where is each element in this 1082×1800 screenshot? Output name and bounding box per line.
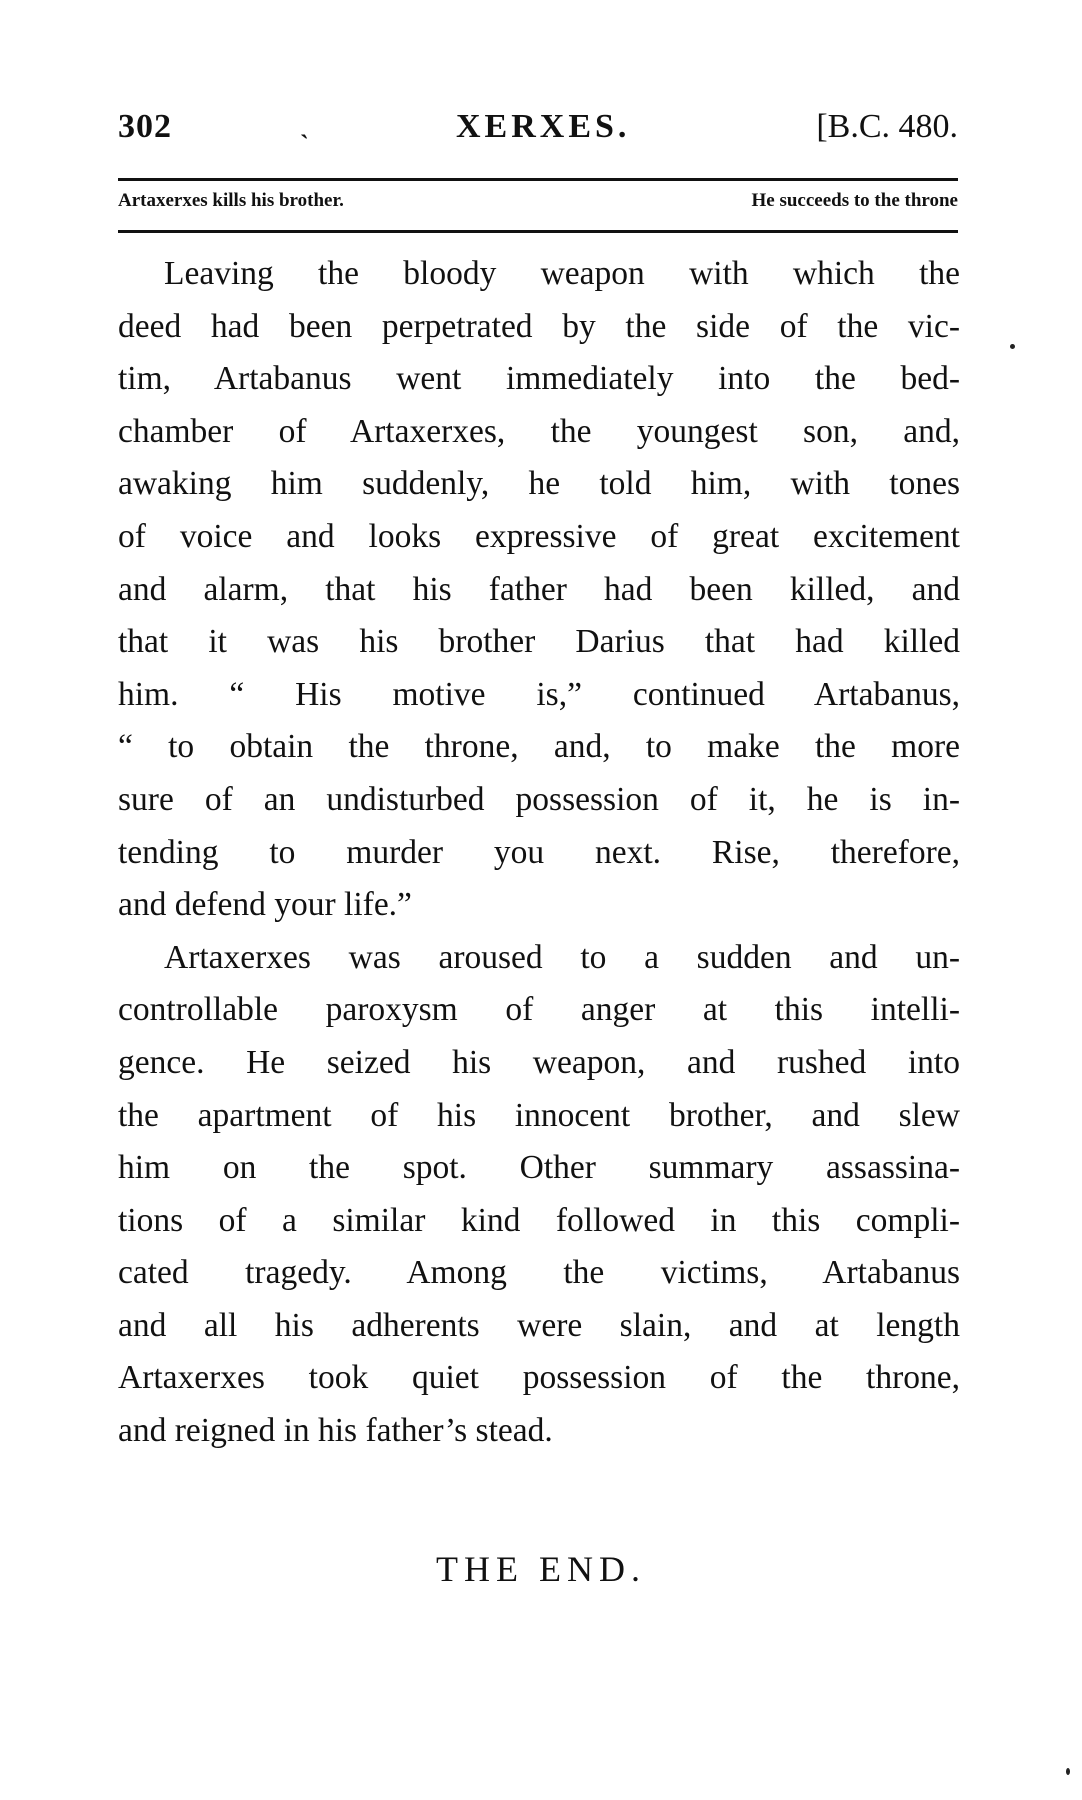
running-title: XERXES. xyxy=(456,108,631,145)
text-line: Artaxerxes was aroused to a sudden and un- xyxy=(164,938,960,976)
sidenote-row xyxy=(118,190,958,224)
text-line: deed had been perpetrated by the side of the vic- xyxy=(118,307,960,345)
header-rule-top xyxy=(118,178,958,181)
text-line: Leaving the bloody weapon with which the xyxy=(164,255,960,292)
date-label: [B.C. 480. xyxy=(816,108,958,145)
text-line: and alarm, that his father had been killed, and xyxy=(118,570,960,608)
text-line: and reigned in his father’s stead. xyxy=(118,1412,553,1450)
header-mark: ˎ xyxy=(300,110,309,140)
text-line: controllable paroxysm of anger at this intelli- xyxy=(118,991,960,1029)
text-line: of voice and looks expressive of great excitement xyxy=(118,517,960,555)
paragraph-2 xyxy=(118,932,960,1458)
text-line: “ to obtain the throne, and, to make the more xyxy=(118,728,960,766)
text-line: and defend your life.” xyxy=(118,886,412,924)
the-end: THE END. xyxy=(436,1549,646,1589)
header-rule-bottom xyxy=(118,230,958,233)
sidenote-right: He succeeds to the throne xyxy=(751,190,958,211)
paragraph-1 xyxy=(118,248,960,932)
body-text xyxy=(118,248,960,1458)
text-line: tions of a similar kind followed in this compli- xyxy=(118,1201,960,1239)
print-speck xyxy=(1066,1768,1070,1775)
text-line: and all his adherents were slain, and at length xyxy=(118,1306,960,1344)
text-line: that it was his brother Darius that had killed xyxy=(118,623,960,661)
text-line: cated tragedy. Among the victims, Artabanus xyxy=(118,1254,960,1292)
text-line: him on the spot. Other summary assassina- xyxy=(118,1149,960,1187)
text-line: the apartment of his innocent brother, and slew xyxy=(118,1096,960,1134)
text-line: Artaxerxes took quiet possession of the throne, xyxy=(118,1359,960,1397)
text-line: him. “ His motive is,” continued Artabanus, xyxy=(118,675,960,713)
text-line: chamber of Artaxerxes, the youngest son, and, xyxy=(118,412,960,450)
running-header xyxy=(118,108,958,168)
text-line: gence. He seized his weapon, and rushed into xyxy=(118,1043,960,1081)
sidenote-left: Artaxerxes kills his brother. xyxy=(118,190,344,211)
text-line: awaking him suddenly, he told him, with tones xyxy=(118,465,960,503)
text-line: tending to murder you next. Rise, therefore, xyxy=(118,833,960,871)
text-line: sure of an undisturbed possession of it, he is in- xyxy=(118,780,960,818)
page-number: 302 xyxy=(118,108,172,145)
print-speck xyxy=(1010,344,1015,349)
text-line: tim, Artabanus went immediately into the bed- xyxy=(118,360,960,398)
